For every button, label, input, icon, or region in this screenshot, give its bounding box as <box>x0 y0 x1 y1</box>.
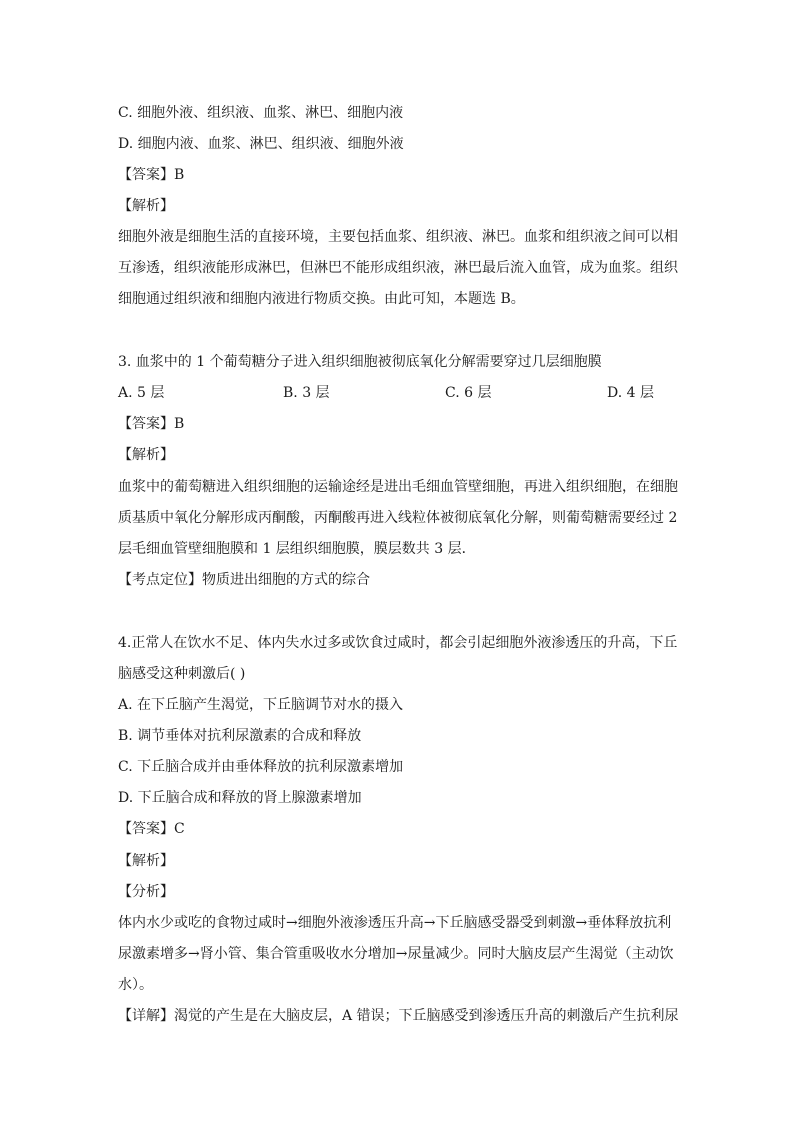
q4-option-d: D. 下丘脑合成和释放的肾上腺激素增加 <box>118 790 362 806</box>
q4-fenxi-line: 体内水少或吃的食物过咸时→细胞外液渗透压升高→下丘脑感受器受到刺激→垂体释放抗利 <box>118 915 672 931</box>
q2-analysis-label: 【解析】 <box>118 198 174 214</box>
q4-fenxi-line: 尿激素增多→肾小管、集合管重吸收水分增加→尿量减少。同时大脑皮层产生渴觉（主动饮 <box>118 946 674 962</box>
q2-analysis-line: 细胞外液是细胞生活的直接环境，主要包括血浆、组织液、淋巴。血浆和组织液之间可以相 <box>118 229 678 245</box>
q3-option-a: A. 5 层 <box>118 385 165 401</box>
q3-stem: 3. 血浆中的 1 个葡萄糖分子进入组织细胞被彻底氧化分解需要穿过几层细胞膜 <box>118 354 602 370</box>
q4-option-b: B. 调节垂体对抗利尿激素的合成和释放 <box>118 728 362 744</box>
q4-fenxi-label: 【分析】 <box>118 884 174 900</box>
q2-option-c: C. 细胞外液、组织液、血浆、淋巴、细胞内液 <box>118 105 404 121</box>
q2-analysis-line: 互渗透，组织液能形成淋巴，但淋巴不能形成组织液，淋巴最后流入血管，成为血浆。组织 <box>118 260 678 276</box>
q2-option-d: D. 细胞内液、血浆、淋巴、组织液、细胞外液 <box>118 136 404 152</box>
q4-stem-line: 脑感受这种刺激后( ) <box>118 666 246 682</box>
q2-analysis-line: 细胞通过组织液和细胞内液进行物质交换。由此可知，本题选 B。 <box>118 291 525 307</box>
q3-analysis-line: 血浆中的葡萄糖进入组织细胞的运输途经是进出毛细血管壁细胞，再进入组织细胞，在细胞 <box>118 479 678 495</box>
q3-analysis-label: 【解析】 <box>118 447 174 463</box>
q3-option-c: C. 6 层 <box>445 385 492 401</box>
q4-fenxi-line: 水）。 <box>118 977 153 993</box>
q3-kaodian: 【考点定位】物质进出细胞的方式的综合 <box>118 572 370 588</box>
q4-answer: 【答案】C <box>118 821 185 837</box>
q3-option-b: B. 3 层 <box>283 385 330 401</box>
q4-stem-line: 4.正常人在饮水不足、体内失水过多或饮食过咸时，都会引起细胞外液渗透压的升高，下丘 <box>118 635 678 651</box>
q3-analysis-line: 层毛细血管壁细胞膜和 1 层组织细胞膜，膜层数共 3 层． <box>118 541 476 557</box>
q4-xiangjie: 【详解】渴觉的产生是在大脑皮层，A 错误；下丘脑感受到渗透压升高的刺激后产生抗利尿 <box>118 1008 679 1024</box>
q4-option-a: A. 在下丘脑产生渴觉，下丘脑调节对水的摄入 <box>118 697 404 713</box>
q3-analysis-line: 质基质中氧化分解形成丙酮酸，丙酮酸再进入线粒体被彻底氧化分解，则葡萄糖需要经过 2 <box>118 510 678 526</box>
q4-analysis-label: 【解析】 <box>118 853 174 869</box>
q2-answer: 【答案】B <box>118 167 185 183</box>
q3-answer: 【答案】B <box>118 416 185 432</box>
q4-option-c: C. 下丘脑合成并由垂体释放的抗利尿激素增加 <box>118 759 404 775</box>
q3-option-d: D. 4 层 <box>607 385 654 401</box>
